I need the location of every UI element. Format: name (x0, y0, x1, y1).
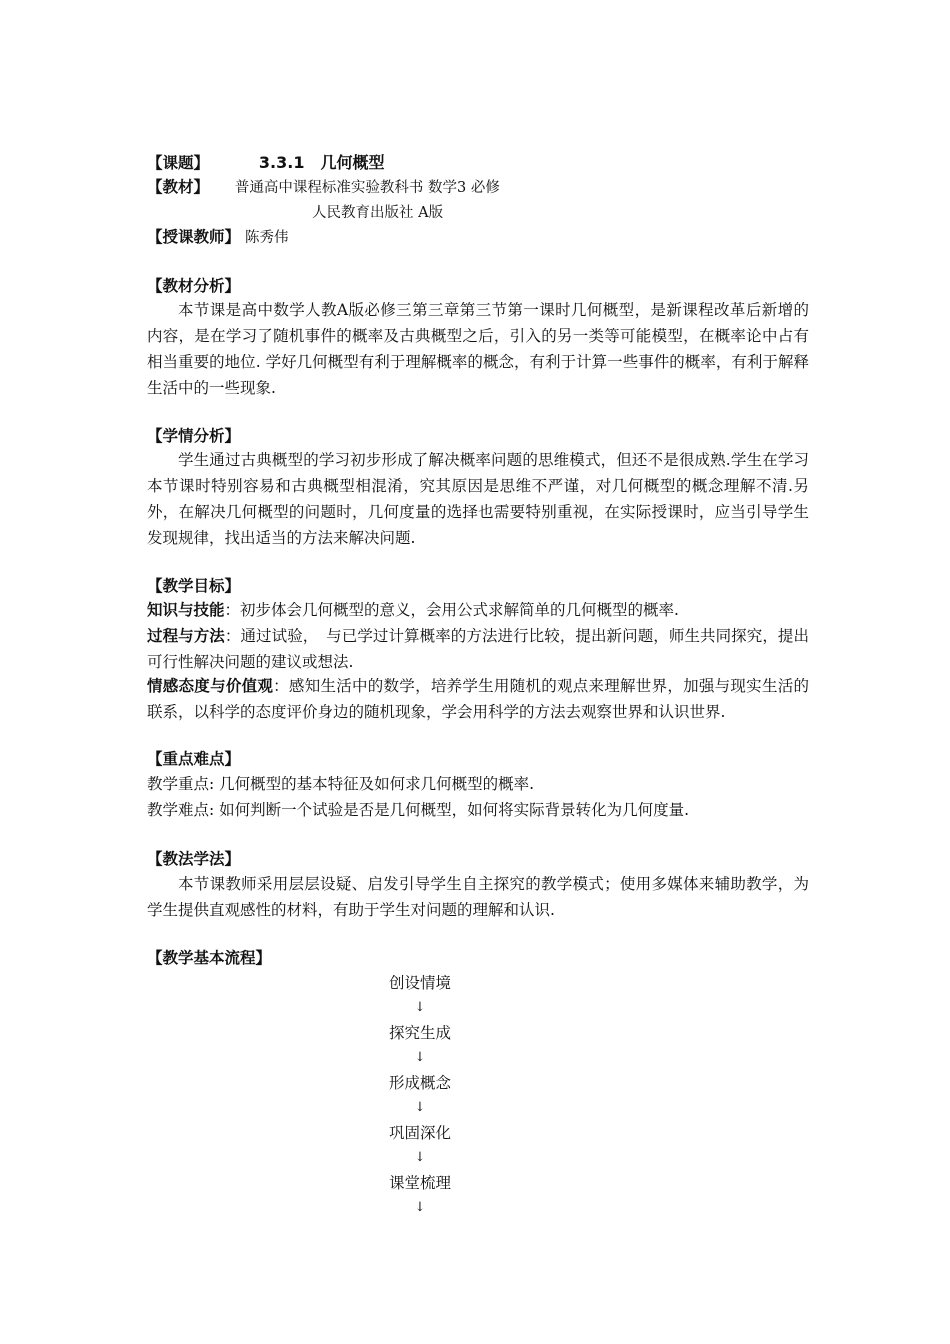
teacher-label: 【授课教师】 (147, 228, 241, 246)
goal-process-text: ：通过试验， 与已学过计算概率的方法进行比较，提出新问题，师生共同探究，提出可行性解决问题的建议或想法. (147, 627, 809, 671)
goal-attitude-text: ：感知生活中的数学，培养学生用随机的观点来理解世界，加强与现实生活的联系，以科学的态度评价身边的随机现象，学会用科学的方法去观察世界和认识世界. (147, 677, 809, 721)
flow-chart (340, 971, 500, 1221)
keypoint-focus: 教学重点: 几何概型的基本特征及如何求几何概型的概率. (147, 775, 535, 793)
flow-arrow-icon: ↓ (414, 1050, 426, 1065)
goal-attitude-label: 情感态度与价值观 (147, 677, 274, 695)
flow-arrow-icon: ↓ (414, 1150, 426, 1165)
students-heading: 【学情分析】 (147, 427, 241, 445)
topic-value: 3.3.1 几何概型 (258, 153, 385, 172)
goals-heading: 【教学目标】 (147, 577, 241, 595)
goal-process (147, 623, 809, 675)
flow-arrow-icon: ↓ (414, 1100, 426, 1115)
students-text: 学生通过古典概型的学习初步形成了解决概率问题的思维模式，但还不是很成熟.学生在学习本节课时特别容易和古典概型相混淆，究其原因是思维不严谨，对几何概型的概念理解不清.另外，在解决几何概型的问题时，几何度量的选择也需要特别重视，在实际授课时，应当引导学生发现规律，找出适当的方法来解决问题. (147, 451, 809, 547)
analysis-text: 本节课是高中数学人教A版必修三第三章第三节第一课时几何概型，是新课程改革后新增的内容，是在学习了随机事件的概率及古典概型之后，引入的另一类等可能模型，在概率论中占有相当重要的地位. 学好几何概型有利于理解概率的概念，有利于计算一些事件的概率，有利于解释生活中的一些现象. (147, 301, 809, 397)
flow-arrow-icon: ↓ (414, 1200, 426, 1215)
teacher-row (147, 224, 288, 251)
keypoint-difficulty: 教学难点: 如何判断一个试验是否是几何概型，如何将实际背景转化为几何度量. (147, 801, 690, 819)
flow-arrow-icon: ↓ (414, 1000, 426, 1015)
methods-text: 本节课教师采用层层设疑、启发引导学生自主探究的教学模式；使用多媒体来辅助教学，为学生提供直观感性的材料，有助于学生对问题的理解和认识. (147, 875, 809, 919)
goal-knowledge-label: 知识与技能 (147, 601, 225, 619)
analysis-heading: 【教材分析】 (147, 277, 241, 295)
flow-heading: 【教学基本流程】 (147, 949, 272, 967)
textbook-line1: 普通高中课程标准实验教科书 数学3 必修 (234, 180, 500, 196)
flow-step-1: 创设情境 (388, 974, 451, 992)
flow-step-3: 形成概念 (388, 1074, 451, 1092)
teacher-name: 陈秀伟 (244, 230, 289, 246)
goal-attitude (147, 673, 809, 725)
textbook-line2: 人民教育出版社 A版 (312, 205, 444, 221)
goal-knowledge (147, 597, 809, 623)
textbook-label: 【教材】 (147, 178, 210, 196)
goal-knowledge-text: ：初步体会几何概型的意义，会用公式求解简单的几何概型的概率. (224, 601, 679, 619)
keypoints-heading: 【重点难点】 (147, 750, 241, 768)
topic-label: 【课题】 (147, 154, 210, 172)
methods-heading: 【教法学法】 (147, 850, 241, 868)
flow-step-4: 巩固深化 (388, 1124, 451, 1142)
flow-step-2: 探究生成 (388, 1024, 451, 1042)
flow-step-5: 课堂梳理 (388, 1174, 451, 1192)
textbook-row (147, 174, 500, 201)
goal-process-label: 过程与方法 (147, 627, 225, 645)
topic-row (147, 150, 384, 176)
